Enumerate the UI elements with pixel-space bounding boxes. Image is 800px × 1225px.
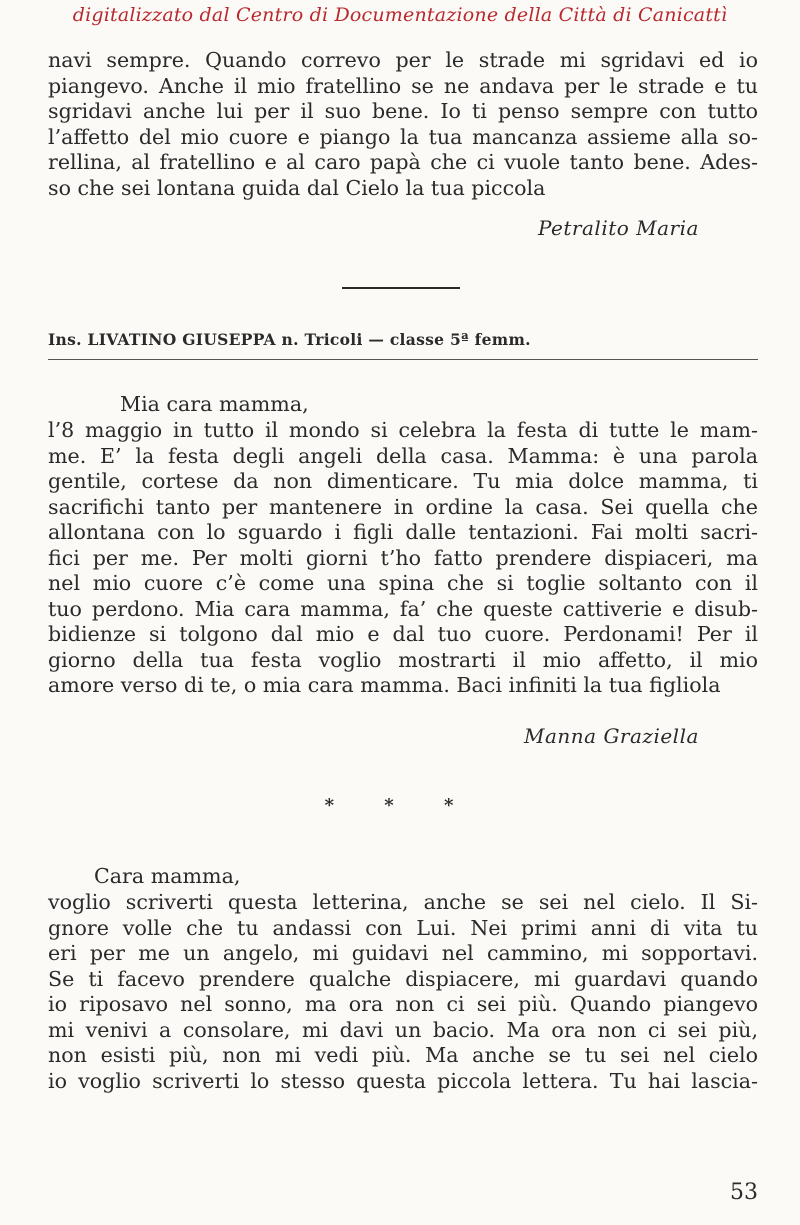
- text-line: mi venivi a consolare, mi davi un bacio. Ma ora non ci sei più,: [48, 1017, 758, 1042]
- separator-stars: * * *: [324, 795, 476, 816]
- text-line: l’affetto del mio cuore e piango la tua mancanza assieme alla so-: [48, 124, 758, 149]
- text-line: l’8 maggio in tutto il mondo si celebra la festa di tutte le mam-: [48, 418, 758, 442]
- text-line: non esisti più, non mi vedi più. Ma anche se tu sei nel cielo: [48, 1043, 758, 1067]
- letter3-salutation: Cara mamma,: [94, 864, 241, 888]
- text-line: io riposavo nel sonno, ma ora non ci sei più. Quando piangevo: [48, 992, 758, 1016]
- text-line: sacrifichi tanto per mantenere in ordine la casa. Sei quella che: [48, 494, 758, 519]
- text-line: giorno della tua festa voglio mostrarti il mio affetto, il mio: [48, 647, 758, 672]
- text-line: nel mio cuore c’è come una spina che si toglie soltanto con il: [48, 571, 758, 595]
- section-divider: [342, 287, 460, 289]
- text-line: so che sei lontana guida dal Cielo la tua piccola: [48, 175, 546, 200]
- text-line: bidienze si tolgono dal mio e dal tuo cuore. Perdonami! Per il: [48, 622, 758, 646]
- watermark: digitalizzato dal Centro di Documentazione della Città di Canicattì: [72, 4, 728, 26]
- text-line: voglio scriverti questa letterina, anche se sei nel cielo. Il Si-: [48, 890, 758, 914]
- text-line: io voglio scriverti lo stesso questa piccola lettera. Tu hai lascia-: [48, 1068, 758, 1093]
- letter2-body: [48, 418, 758, 699]
- section-header: Ins. LIVATINO GIUSEPPA n. Tricoli — classe 5ª femm.: [48, 330, 531, 349]
- letter3-body: [48, 890, 758, 1094]
- letter1-body: [48, 48, 758, 201]
- letter1-signature: Petralito Maria: [538, 216, 699, 240]
- text-line: amore verso di te, o mia cara mamma. Baci infiniti la tua figliola: [48, 673, 721, 697]
- text-line: allontana con lo sguardo i figli dalle tentazioni. Fai molti sacri-: [48, 520, 758, 544]
- letter2-salutation: Mia cara mamma,: [120, 392, 309, 416]
- text-line: eri per me un angelo, mi guidavi nel cammino, mi sopportavi.: [48, 941, 758, 965]
- text-line: piangevo. Anche il mio fratellino se ne andava per le strade e tu: [48, 73, 758, 98]
- text-line: gnore volle che tu andassi con Lui. Nei primi anni di vita tu: [48, 915, 758, 940]
- text-line: fici per me. Per molti giorni t’ho fatto prendere dispiaceri, ma: [48, 545, 758, 570]
- text-line: rellina, al fratellino e al caro papà che ci vuole tanto bene. Ades-: [48, 150, 758, 174]
- text-line: Se ti facevo prendere qualche dispiacere, mi guardavi quando: [48, 966, 758, 991]
- text-line: sgridavi anche lui per il suo bene. Io ti penso sempre con tutto: [48, 99, 758, 123]
- header-rule: [48, 359, 758, 360]
- text-line: me. E’ la festa degli angeli della casa. Mamma: è una parola: [48, 443, 758, 468]
- letter2-signature: Manna Graziella: [524, 724, 699, 748]
- page-number: 53: [730, 1180, 758, 1205]
- text-line: gentile, cortese da non dimenticare. Tu mia dolce mamma, ti: [48, 469, 758, 493]
- text-line: tuo perdono. Mia cara mamma, fa’ che queste cattiverie e disub-: [48, 596, 758, 621]
- text-line: navi sempre. Quando correvo per le strade mi sgridavi ed io: [48, 48, 758, 72]
